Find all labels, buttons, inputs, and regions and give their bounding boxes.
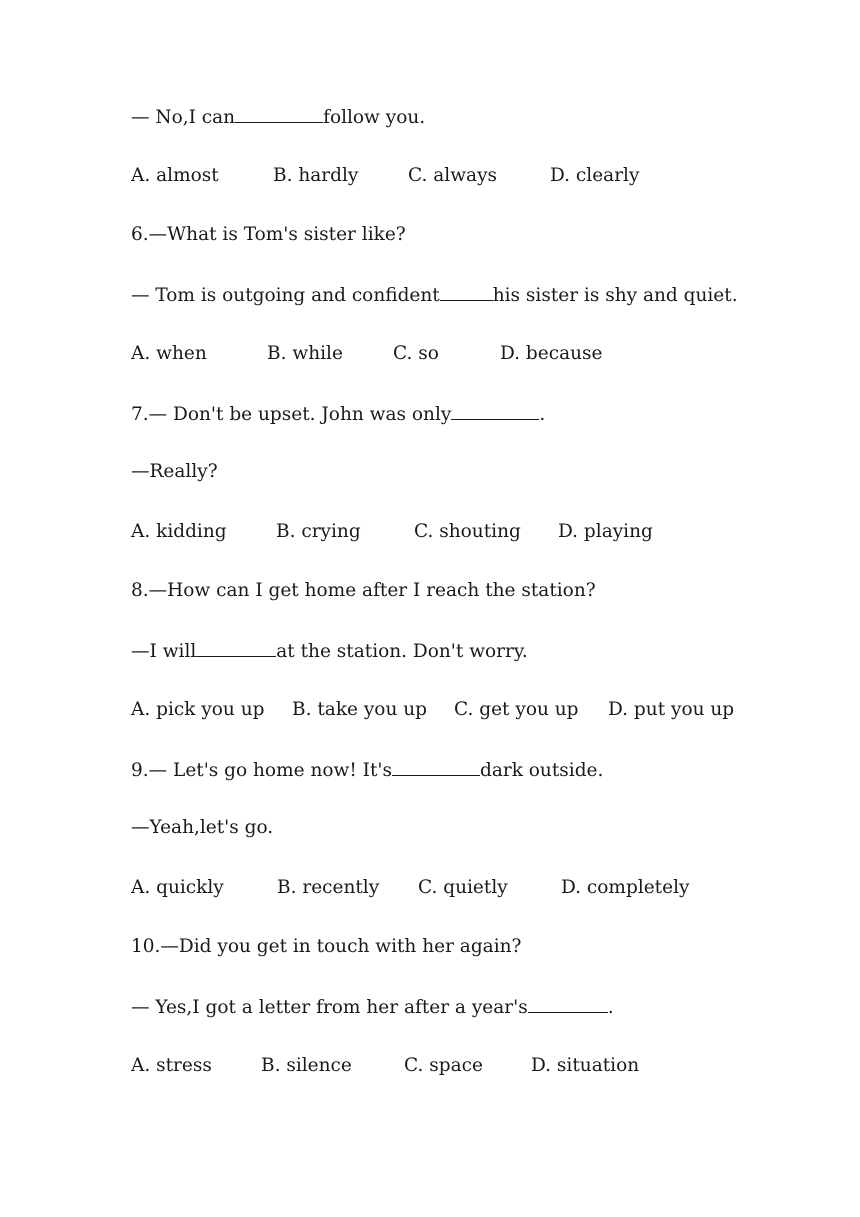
option-b: B. crying (276, 521, 361, 542)
option-b: B. take you up (292, 699, 428, 720)
fill-in-blank (196, 638, 276, 657)
question-10: 10.—Did you get in touch with her again? (131, 936, 522, 957)
reply-q9: —Yeah,let's go. (131, 817, 274, 838)
answer-line-q6 (131, 282, 738, 308)
reply-q7: —Really? (131, 461, 218, 482)
answer-text-after: at the station. Don't worry. (276, 641, 528, 662)
option-a: A. when (131, 343, 207, 364)
answer-line-q5 (131, 104, 425, 130)
option-b: B. recently (277, 877, 380, 898)
fill-in-blank (528, 994, 608, 1013)
option-a: A. almost (131, 165, 219, 186)
question-text-before: 7.— Don't be upset. John was only (131, 404, 452, 425)
answer-line-q8 (131, 638, 528, 664)
fill-in-blank (392, 757, 480, 776)
fill-in-blank (235, 104, 323, 123)
fill-in-blank (451, 401, 539, 420)
answer-line-q10 (131, 994, 614, 1020)
question-text-before: 9.— Let's go home now! It's (131, 760, 392, 781)
option-b: B. hardly (273, 165, 359, 186)
fill-in-blank (440, 282, 493, 301)
option-b: B. silence (261, 1055, 352, 1076)
answer-text-before: —I will (131, 641, 197, 662)
option-a: A. stress (131, 1055, 212, 1076)
option-c: C. space (404, 1055, 483, 1076)
option-d: D. put you up (608, 699, 735, 720)
answer-text-before: — Tom is outgoing and confident (131, 285, 440, 306)
option-c: C. shouting (414, 521, 521, 542)
option-a: A. quickly (131, 877, 224, 898)
option-c: C. always (408, 165, 498, 186)
answer-text-before: — No,I can (131, 107, 236, 128)
answer-text-after: . (607, 997, 614, 1018)
option-d: D. because (500, 343, 603, 364)
option-d: D. clearly (550, 165, 640, 186)
option-c: C. quietly (418, 877, 508, 898)
answer-text-before: — Yes,I got a letter from her after a year's (131, 997, 528, 1018)
question-text-after: dark outside. (479, 760, 604, 781)
option-d: D. completely (561, 877, 690, 898)
option-a: A. pick you up (131, 699, 265, 720)
question-text-after: . (539, 404, 546, 425)
question-8: 8.—How can I get home after I reach the station? (131, 580, 596, 601)
option-d: D. situation (531, 1055, 640, 1076)
question-6: 6.—What is Tom's sister like? (131, 224, 406, 245)
option-b: B. while (267, 343, 343, 364)
answer-text-after: his sister is shy and quiet. (492, 285, 738, 306)
option-c: C. get you up (454, 699, 579, 720)
answer-text-after: follow you. (323, 107, 426, 128)
question-9 (131, 757, 603, 783)
question-7 (131, 401, 545, 427)
option-c: C. so (393, 343, 439, 364)
option-d: D. playing (558, 521, 653, 542)
option-a: A. kidding (131, 521, 227, 542)
